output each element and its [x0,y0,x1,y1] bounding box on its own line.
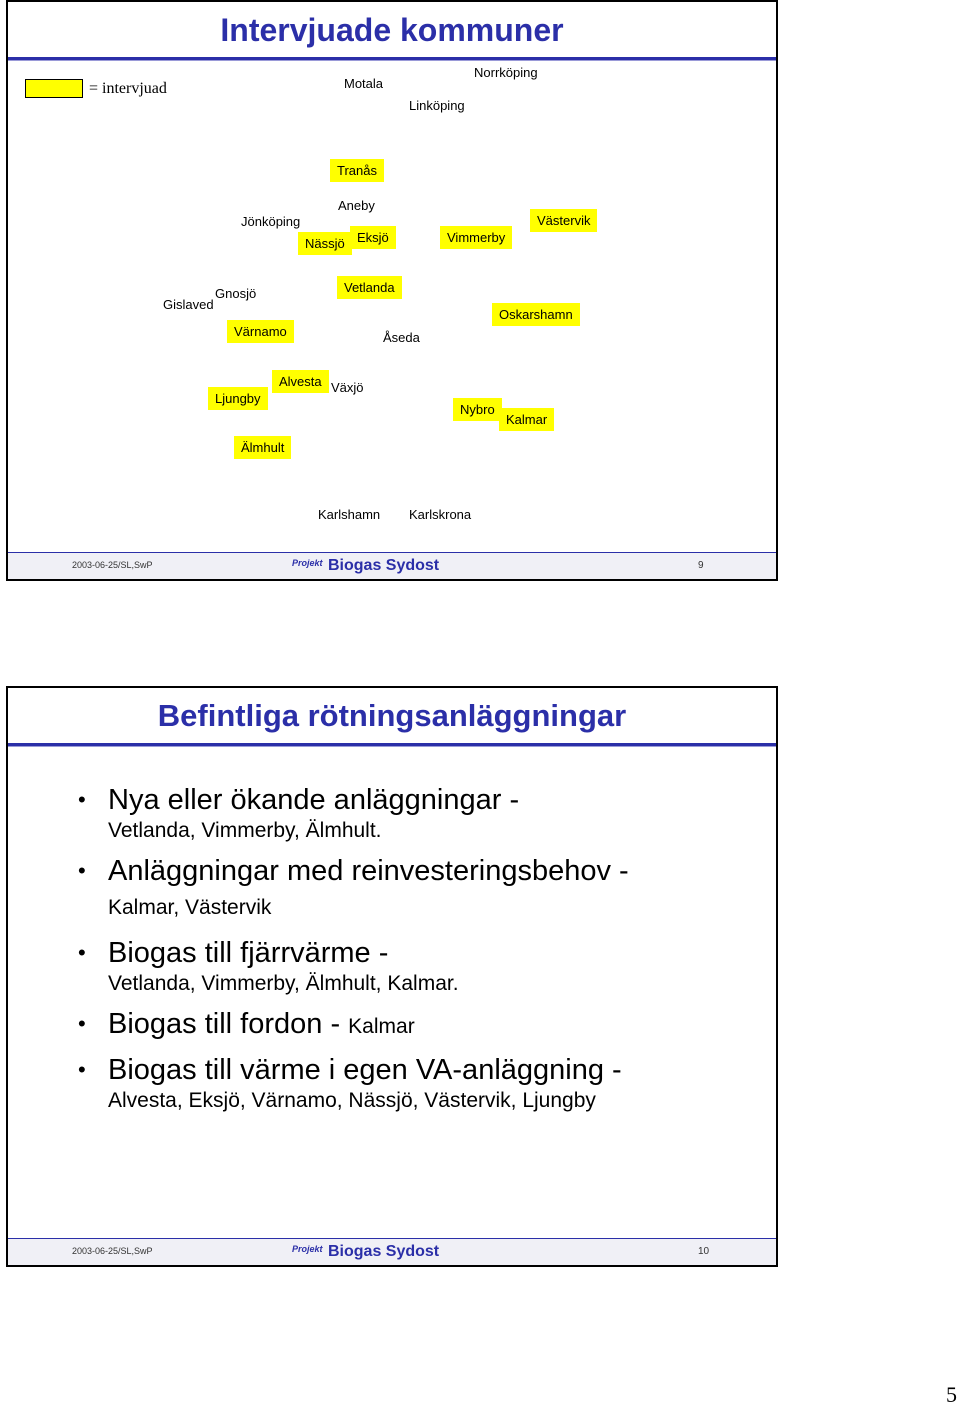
footer-projekt-label: Projekt [292,558,323,568]
title-rule [8,743,776,747]
bullet-item [8,783,768,845]
footer-project-name: Biogas Sydost [328,1243,440,1260]
bullet-item [8,1053,768,1115]
bullet-heading: Biogas till fordon - [108,1008,349,1040]
city-oskarshamn: Oskarshamn [492,303,580,326]
bullet-detail: Alvesta, Eksjö, Värnamo, Nässjö, Västervik, Ljungby [108,1089,596,1112]
footer-date: 2003-06-25/SL,SwP [72,560,153,570]
city-gislaved: Gislaved [163,297,214,312]
bullet-list [8,783,768,1124]
bullet-item [8,1007,768,1041]
city-tranas: Tranås [330,159,384,182]
bullet-heading: Anläggningar med reinvesteringsbehov - [108,855,629,887]
city-vaxjo: Växjö [331,380,364,395]
city-vimmerby: Vimmerby [440,226,512,249]
city-jonkoping: Jönköping [241,214,301,229]
city-linkoping: Linköping [409,98,465,113]
city-nassjo: Nässjö [298,232,352,255]
footer-date: 2003-06-25/SL,SwP [72,1246,153,1256]
bullet-heading: Nya eller ökande anläggningar - [108,784,520,816]
city-aseda: Åseda [383,330,420,345]
city-karlshamn: Karlshamn [318,507,381,522]
city-varnamo: Värnamo [227,320,294,343]
city-almhult: Älmhult [234,436,291,459]
footer-page-number: 9 [698,560,704,571]
city-nybro: Nybro [453,398,502,421]
city-vastervik: Västervik [530,209,597,232]
bullet-detail: Kalmar [348,1015,415,1038]
city-norrkoping: Norrköping [474,65,538,80]
slide-footer [8,552,776,579]
bullet-item [8,936,768,998]
city-gnosjo: Gnosjö [215,286,257,301]
slide-existing-digestion-plants [6,686,778,1267]
bullet-item [8,854,768,922]
legend-label: = intervjuad [89,80,167,97]
slide-title: Intervjuade kommuner [220,12,564,48]
city-karlskrona: Karlskrona [409,507,472,522]
footer-projekt-label: Projekt [292,1244,323,1254]
legend-swatch [25,79,83,98]
bullet-detail: Vetlanda, Vimmerby, Älmhult, Kalmar. [108,972,459,995]
slide-title: Befintliga rötningsanläggningar [157,698,627,733]
city-aneby: Aneby [338,198,375,213]
slide-footer [8,1238,776,1265]
city-alvesta: Alvesta [272,370,329,393]
bullet-heading: Biogas till värme i egen VA-anläggning - [108,1054,622,1086]
title-rule [8,57,776,61]
bullet-detail: Vetlanda, Vimmerby, Älmhult. [108,819,382,842]
city-motala: Motala [344,76,384,91]
footer-project-name: Biogas Sydost [328,557,440,574]
city-vetlanda: Vetlanda [337,276,402,299]
city-kalmar: Kalmar [499,408,554,431]
footer-page-number: 10 [698,1246,710,1257]
slide-interviewed-municipalities [6,0,778,581]
bullet-heading: Biogas till fjärrvärme - [108,937,389,969]
handout-page-number: 5 [946,1382,957,1407]
city-ljungby: Ljungby [208,387,268,410]
bullet-detail: Kalmar, Västervik [108,896,272,919]
city-eksjo: Eksjö [350,226,396,249]
